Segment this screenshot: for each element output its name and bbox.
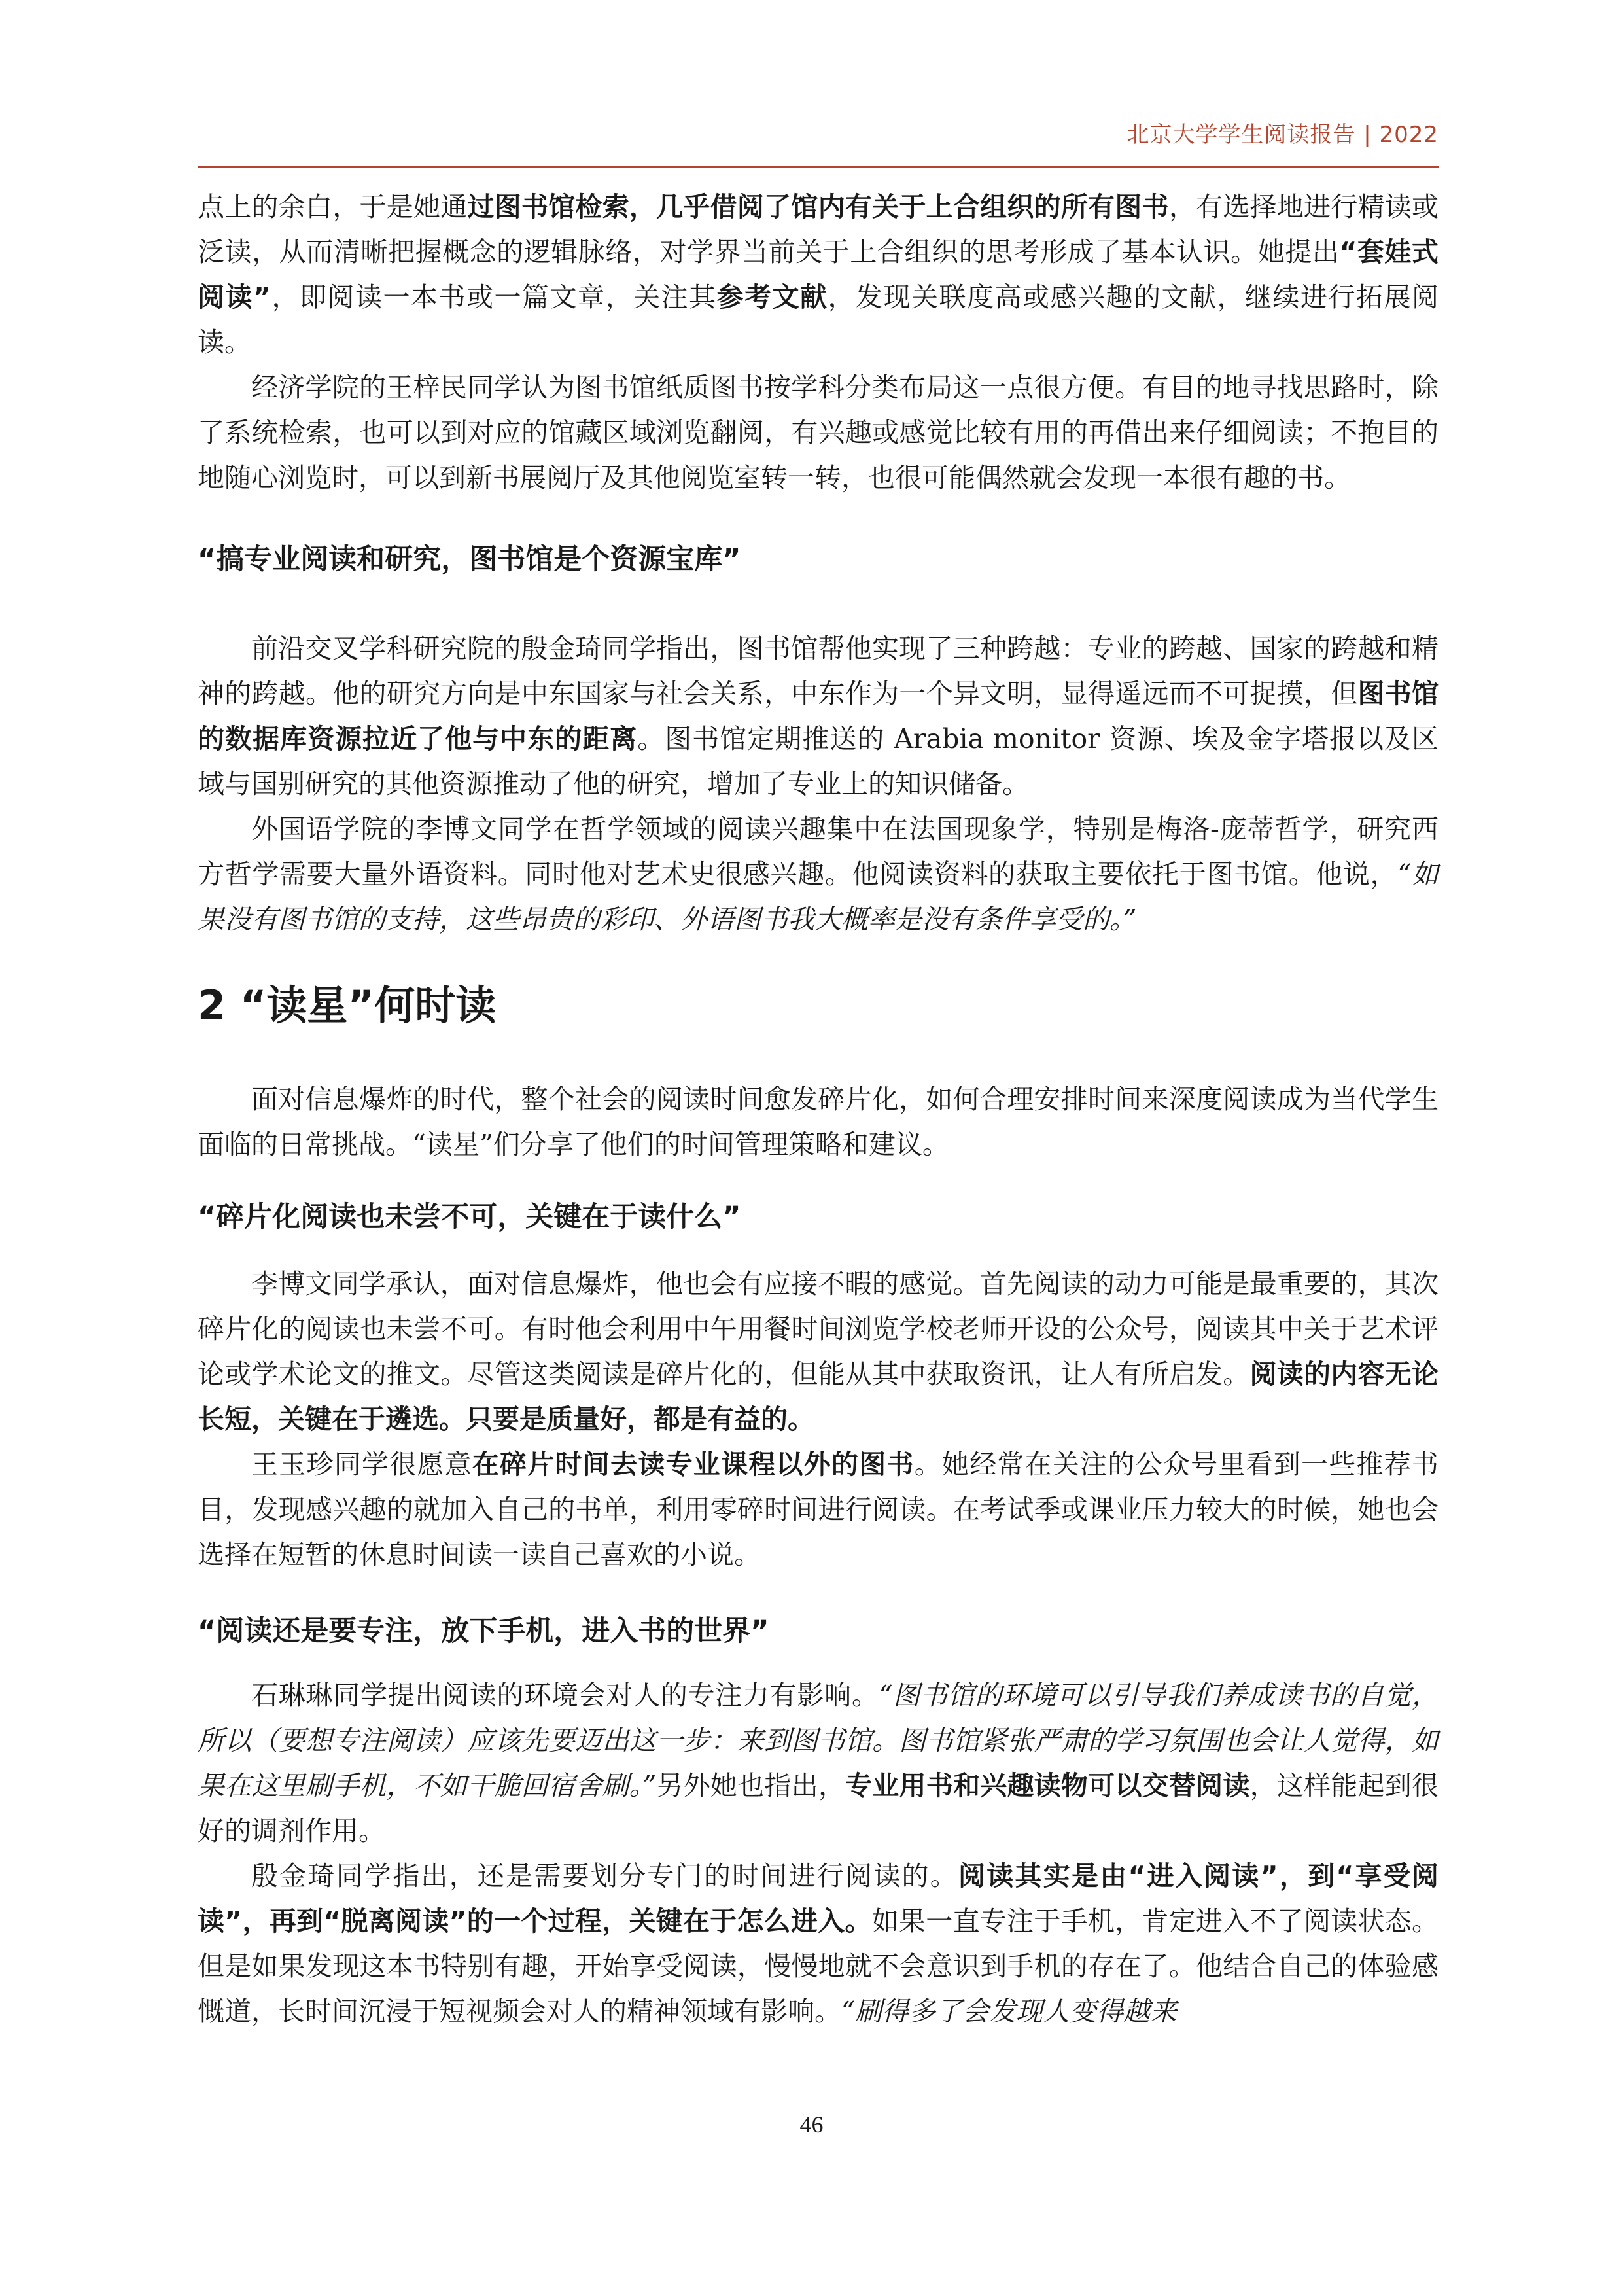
subheading-3: “阅读还是要专注，放下手机，进入书的世界”	[198, 1615, 769, 1648]
paragraph-6	[198, 1262, 1439, 1442]
bold-emphasis: 阅读其实是由“进入阅读”，到“享受阅读”，再到“脱离阅读”的一个过程，关键在于怎么进入。	[198, 1860, 1439, 1937]
bold-emphasis: 专业用书和兴趣读物可以交替阅读	[845, 1770, 1250, 1801]
subheading-1: “搞专业阅读和研究，图书馆是个资源宝库”	[198, 543, 741, 576]
quoted-speech: “如果没有图书馆的支持，这些昂贵的彩印、外语图书我大概率是没有条件享受的。”	[198, 858, 1439, 935]
paragraph-8	[198, 1673, 1439, 1854]
text-span: 石琳琳同学提出阅读的环境会对人的专注力有影响。	[251, 1680, 879, 1711]
text-span: ，有选择地进行精读或泛读，从而清晰把握概念的逻辑脉络，对学界当前关于上合组织的思考形成了基本认识。她提出	[198, 191, 1439, 268]
paragraph-3	[198, 626, 1439, 807]
text-span: 王玉珍同学很愿意	[251, 1449, 472, 1480]
bold-emphasis: 过图书馆检索，几乎借阅了馆内有关于上合组织的所有图书	[467, 191, 1169, 222]
text-span: 。图书馆定期推送的 Arabia monitor 资源、埃及金字塔报以及区域与国别研究的其他资源推动了他的研究，增加了专业上的知识储备。	[198, 723, 1439, 800]
header-rule	[198, 166, 1439, 168]
page-number: 46	[799, 2111, 824, 2138]
text-span: 外国语学院的李博文同学在哲学领域的阅读兴趣集中在法国现象学，特别是梅洛-庞蒂哲学，研究西方哲学需要大量外语资料。同时他对艺术史很感兴趣。他阅读资料的获取主要依托于图书馆。他说，	[198, 813, 1439, 890]
text-span: ，这样能起到很好的调剂作用。	[198, 1770, 1439, 1846]
text-span: 另外她也指出，	[656, 1770, 846, 1801]
quoted-speech: “刷得多了会发现人变得越来	[841, 1996, 1177, 2027]
section-heading: 2 “读星”何时读	[198, 981, 497, 1029]
bold-emphasis: 在碎片时间去读专业课程以外的图书	[472, 1449, 915, 1480]
text-span: 殷金琦同学指出，还是需要划分专门的时间进行阅读的。	[251, 1860, 959, 1892]
paragraph-1	[198, 185, 1439, 365]
paragraph-2: 经济学院的王梓民同学认为图书馆纸质图书按学科分类布局这一点很方便。有目的地寻找思路时，除了系统检索，也可以到对应的馆藏区域浏览翻阅，有兴趣或感觉比较有用的再借出来仔细阅读；不抱目的地随心浏览时，可以到新书展阅厅及其他阅览室转一转，也很可能偶然就会发现一本很有趣的书。	[198, 372, 1439, 493]
subheading-2: “碎片化阅读也未尝不可，关键在于读什么”	[198, 1201, 741, 1233]
text-span: 前沿交叉学科研究院的殷金琦同学指出，图书馆帮他实现了三种跨越：专业的跨越、国家的跨越和精神的跨越。他的研究方向是中东国家与社会关系，中东作为一个异文明，显得遥远而不可捉摸，但	[198, 633, 1439, 709]
text-span: 点上的余白，于是她通	[198, 191, 468, 222]
quoted-speech: “图书馆的环境可以引导我们养成读书的自觉，所以（要想专注阅读）应该先要迈出这一步：来到图书馆。图书馆紧张严肃的学习氛围也会让人觉得，如果在这里刷手机，不如干脆回宿舍刷。”	[198, 1680, 1439, 1801]
bold-emphasis: 阅读的内容无论长短，关键在于遴选。只要是质量好，都是有益的。	[198, 1358, 1439, 1435]
text-span: 。她经常在关注的公众号里看到一些推荐书目，发现感兴趣的就加入自己的书单，利用零碎时间进行阅读。在考试季或课业压力较大的时候，她也会选择在短暂的休息时间读一读自己喜欢的小说。	[198, 1449, 1439, 1570]
bold-emphasis: 图书馆的数据库资源拉近了他与中东的距离	[198, 678, 1439, 754]
text-span: 李博文同学承认，面对信息爆炸，他也会有应接不暇的感觉。首先阅读的动力可能是最重要的，其次碎片化的阅读也未尝不可。有时他会利用中午用餐时间浏览学校老师开设的公众号，阅读其中关于艺术评论或学术论文的推文。尽管这类阅读是碎片化的，但能从其中获取资讯，让人有所启发。	[198, 1268, 1439, 1390]
running-header: 北京大学学生阅读报告 | 2022	[1126, 122, 1439, 148]
paragraph-7	[198, 1442, 1439, 1578]
text-span: ，发现关联度高或感兴趣的文献，继续进行拓展阅读。	[198, 281, 1439, 358]
page-content	[198, 185, 1439, 2034]
text-span: ，即阅读一本书或一篇文章，关注其	[270, 281, 717, 313]
bold-emphasis: 参考文献	[716, 281, 828, 313]
text-span: 如果一直专注于手机，肯定进入不了阅读状态。但是如果发现这本书特别有趣，开始享受阅读，慢慢地就不会意识到手机的存在了。他结合自己的体验感慨道，长时间沉浸于短视频会对人的精神领域有影响。	[198, 1905, 1439, 2027]
paragraph-4	[198, 807, 1439, 942]
paragraph-9	[198, 1854, 1439, 2034]
bold-emphasis: “套娃式阅读”	[198, 236, 1439, 313]
paragraph-5: 面对信息爆炸的时代，整个社会的阅读时间愈发碎片化，如何合理安排时间来深度阅读成为当代学生面临的日常挑战。“读星”们分享了他们的时间管理策略和建议。	[198, 1084, 1439, 1160]
